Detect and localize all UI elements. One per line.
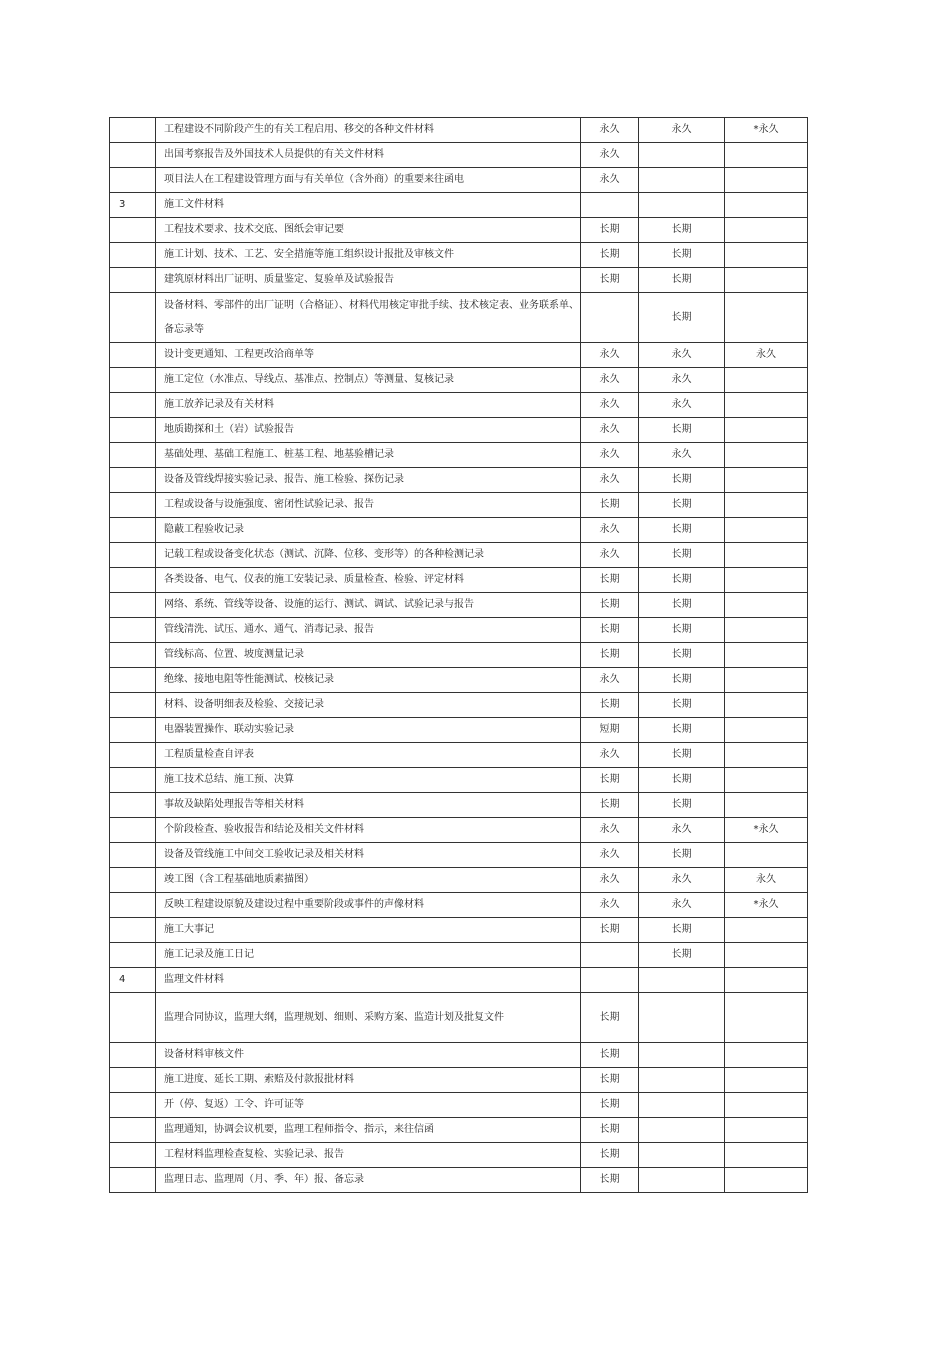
item-description-cell: 施工定位（水准点、导线点、基准点、控制点）等测量、复核记录 (156, 368, 581, 393)
item-description-cell: 监理通知，协调会议机要，监理工程师指令、指示，来往信函 (156, 1118, 581, 1143)
retention-period-a-cell: 永久 (581, 368, 639, 393)
retention-period-b-cell: 长期 (639, 618, 725, 643)
retention-period-b-cell: 长期 (639, 718, 725, 743)
retention-period-b-cell: 长期 (639, 418, 725, 443)
retention-period-c-cell (725, 668, 808, 693)
row-number-cell (110, 918, 156, 943)
retention-period-b-cell: 长期 (639, 743, 725, 768)
item-description-cell: 地质勘探和土（岩）试验报告 (156, 418, 581, 443)
retention-period-b-cell (639, 1043, 725, 1068)
retention-period-c-cell (725, 168, 808, 193)
retention-period-b-cell: 长期 (639, 668, 725, 693)
table-row (110, 668, 808, 693)
item-description-cell: 设备及管线施工中间交工验收记录及相关材料 (156, 843, 581, 868)
item-description-cell: 监理文件材料 (156, 968, 581, 993)
table-row (110, 443, 808, 468)
retention-period-c-cell (725, 368, 808, 393)
item-description-cell: 隐蔽工程验收记录 (156, 518, 581, 543)
table-row (110, 393, 808, 418)
retention-period-b-cell: 长期 (639, 243, 725, 268)
row-number-cell (110, 518, 156, 543)
retention-period-b-cell: 长期 (639, 568, 725, 593)
retention-period-a-cell: 长期 (581, 793, 639, 818)
item-description-cell: 监理合同协议，监理大纲，监理规划、细则、采购方案、监造计划及批复文件 (156, 993, 581, 1043)
item-description-cell: 各类设备、电气、仪表的施工安装记录、质量检查、检验、评定材料 (156, 568, 581, 593)
row-number-cell (110, 868, 156, 893)
retention-period-b-cell: 永久 (639, 818, 725, 843)
item-description-cell: 出国考察报告及外国技术人员提供的有关文件材料 (156, 143, 581, 168)
retention-period-a-cell: 长期 (581, 618, 639, 643)
retention-period-c-cell (725, 618, 808, 643)
row-number-cell (110, 218, 156, 243)
table-row (110, 743, 808, 768)
row-number-cell (110, 643, 156, 668)
item-description-cell: 事故及缺陷处理报告等相关材料 (156, 793, 581, 818)
row-number-cell (110, 418, 156, 443)
retention-period-b-cell (639, 993, 725, 1043)
retention-period-a-cell: 永久 (581, 518, 639, 543)
retention-period-c-cell (725, 943, 808, 968)
retention-period-a-cell: 长期 (581, 1093, 639, 1118)
item-description-cell: 施工大事记 (156, 918, 581, 943)
table-row (110, 768, 808, 793)
retention-period-b-cell (639, 1168, 725, 1193)
records-table-body (110, 118, 808, 1193)
item-description-cell: 工程技术要求、技术交底、图纸会审记要 (156, 218, 581, 243)
row-number-cell (110, 1143, 156, 1168)
item-description-cell: 设备材料审核文件 (156, 1043, 581, 1068)
retention-period-c-cell (725, 268, 808, 293)
item-description-cell: 网络、系统、管线等设备、设施的运行、测试、调试、试验记录与报告 (156, 593, 581, 618)
table-row (110, 618, 808, 643)
item-description-cell: 工程材料监理检查复检、实验记录、报告 (156, 1143, 581, 1168)
retention-period-c-cell (725, 493, 808, 518)
retention-period-c-cell (725, 1043, 808, 1068)
item-description-cell: 开（停、复返）工令、许可证等 (156, 1093, 581, 1118)
table-row (110, 843, 808, 868)
row-number-cell (110, 843, 156, 868)
table-row (110, 368, 808, 393)
retention-period-c-cell (725, 768, 808, 793)
retention-period-b-cell: 长期 (639, 268, 725, 293)
retention-period-b-cell: 长期 (639, 693, 725, 718)
retention-period-b-cell: 永久 (639, 368, 725, 393)
item-description-cell: 施工记录及施工日记 (156, 943, 581, 968)
row-number-cell (110, 568, 156, 593)
retention-period-a-cell: 长期 (581, 918, 639, 943)
retention-period-b-cell (639, 193, 725, 218)
retention-period-a-cell: 长期 (581, 243, 639, 268)
table-row (110, 468, 808, 493)
item-description-cell: 监理日志、监理周（月、季、年）报、备忘录 (156, 1168, 581, 1193)
retention-period-a-cell: 长期 (581, 768, 639, 793)
item-description-cell: 电器装置操作、联动实验记录 (156, 718, 581, 743)
retention-period-a-cell: 长期 (581, 993, 639, 1043)
retention-period-a-cell: 长期 (581, 218, 639, 243)
row-number-cell (110, 368, 156, 393)
item-description-cell: 施工进度、延长工期、索赔及付款报批材料 (156, 1068, 581, 1093)
retention-period-c-cell (725, 793, 808, 818)
retention-period-c-cell (725, 593, 808, 618)
retention-period-a-cell: 永久 (581, 468, 639, 493)
retention-period-a-cell: 长期 (581, 1043, 639, 1068)
retention-period-a-cell: 长期 (581, 1168, 639, 1193)
retention-period-a-cell (581, 193, 639, 218)
table-row (110, 1118, 808, 1143)
retention-period-c-cell (725, 1168, 808, 1193)
table-row (110, 1093, 808, 1118)
retention-period-b-cell: 永久 (639, 343, 725, 368)
table-row (110, 968, 808, 993)
row-number-cell (110, 1093, 156, 1118)
retention-period-b-cell (639, 1118, 725, 1143)
retention-period-b-cell: 永久 (639, 393, 725, 418)
retention-period-c-cell (725, 193, 808, 218)
row-number-cell (110, 668, 156, 693)
retention-period-a-cell: 长期 (581, 1143, 639, 1168)
table-row (110, 1043, 808, 1068)
table-row (110, 718, 808, 743)
item-description-cell: 记载工程或设备变化状态（测试、沉降、位移、变形等）的各种检测记录 (156, 543, 581, 568)
row-number-cell (110, 593, 156, 618)
retention-period-b-cell (639, 168, 725, 193)
retention-period-c-cell (725, 143, 808, 168)
table-row (110, 293, 808, 343)
retention-period-b-cell: 永久 (639, 443, 725, 468)
retention-period-b-cell: 长期 (639, 643, 725, 668)
retention-period-c-cell (725, 643, 808, 668)
retention-period-b-cell (639, 1143, 725, 1168)
row-number-cell (110, 493, 156, 518)
table-row (110, 593, 808, 618)
retention-period-a-cell (581, 968, 639, 993)
retention-period-a-cell: 长期 (581, 693, 639, 718)
retention-period-a-cell: 永久 (581, 143, 639, 168)
table-row (110, 893, 808, 918)
retention-period-b-cell: 长期 (639, 768, 725, 793)
table-row (110, 1168, 808, 1193)
retention-period-b-cell (639, 968, 725, 993)
retention-period-b-cell: 长期 (639, 918, 725, 943)
table-row (110, 793, 808, 818)
retention-period-b-cell: 长期 (639, 793, 725, 818)
table-row (110, 868, 808, 893)
retention-period-c-cell (725, 468, 808, 493)
retention-period-c-cell (725, 443, 808, 468)
item-description-cell: 施工文件材料 (156, 193, 581, 218)
retention-period-b-cell: 长期 (639, 518, 725, 543)
row-number-cell (110, 543, 156, 568)
retention-period-a-cell: 长期 (581, 1068, 639, 1093)
retention-period-a-cell: 永久 (581, 418, 639, 443)
table-row (110, 568, 808, 593)
retention-period-a-cell (581, 943, 639, 968)
table-row (110, 518, 808, 543)
retention-period-a-cell: 长期 (581, 568, 639, 593)
item-description-cell: 施工计划、技术、工艺、安全措施等施工组织设计报批及审核文件 (156, 243, 581, 268)
item-description-cell: 项目法人在工程建设管理方面与有关单位（含外商）的重要来往函电 (156, 168, 581, 193)
retention-period-b-cell: 长期 (639, 218, 725, 243)
retention-period-a-cell: 永久 (581, 818, 639, 843)
retention-period-c-cell (725, 843, 808, 868)
table-row (110, 693, 808, 718)
row-number-cell (110, 1043, 156, 1068)
row-number-cell: 4 (110, 968, 156, 993)
row-number-cell (110, 693, 156, 718)
retention-period-c-cell (725, 918, 808, 943)
retention-period-b-cell: 长期 (639, 593, 725, 618)
item-description-cell: 工程或设备与设施强度、密闭性试验记录、报告 (156, 493, 581, 518)
item-description-cell: 管线清洗、试压、通水、通气、消毒记录、报告 (156, 618, 581, 643)
retention-period-c-cell (725, 243, 808, 268)
table-row (110, 1143, 808, 1168)
retention-period-c-cell: *永久 (725, 118, 808, 143)
item-description-cell: 施工放养记录及有关材料 (156, 393, 581, 418)
table-row (110, 193, 808, 218)
retention-period-a-cell: 永久 (581, 543, 639, 568)
retention-period-b-cell (639, 143, 725, 168)
retention-period-c-cell (725, 418, 808, 443)
retention-period-a-cell: 永久 (581, 343, 639, 368)
retention-period-c-cell (725, 693, 808, 718)
retention-period-c-cell (725, 993, 808, 1043)
table-row (110, 268, 808, 293)
item-description-cell: 反映工程建设原貌及建设过程中重要阶段或事件的声像材料 (156, 893, 581, 918)
row-number-cell (110, 293, 156, 343)
retention-period-c-cell (725, 543, 808, 568)
row-number-cell (110, 1168, 156, 1193)
retention-period-a-cell: 长期 (581, 1118, 639, 1143)
retention-period-c-cell (725, 743, 808, 768)
retention-period-a-cell: 永久 (581, 118, 639, 143)
retention-period-c-cell: 永久 (725, 868, 808, 893)
table-row (110, 643, 808, 668)
retention-period-c-cell (725, 1118, 808, 1143)
item-description-cell: 设备及管线焊接实验记录、报告、施工检验、探伤记录 (156, 468, 581, 493)
table-row (110, 168, 808, 193)
table-row (110, 993, 808, 1043)
retention-period-b-cell: 长期 (639, 543, 725, 568)
retention-period-a-cell: 长期 (581, 643, 639, 668)
records-table (109, 117, 808, 1193)
item-description-cell: 工程质量检查自评表 (156, 743, 581, 768)
row-number-cell (110, 443, 156, 468)
table-row (110, 918, 808, 943)
row-number-cell (110, 893, 156, 918)
retention-period-a-cell: 长期 (581, 493, 639, 518)
retention-period-b-cell: 永久 (639, 118, 725, 143)
row-number-cell (110, 768, 156, 793)
retention-period-a-cell: 永久 (581, 743, 639, 768)
retention-period-a-cell: 永久 (581, 893, 639, 918)
retention-period-c-cell: 永久 (725, 343, 808, 368)
row-number-cell (110, 1068, 156, 1093)
item-description-cell: 管线标高、位置、坡度测量记录 (156, 643, 581, 668)
retention-period-c-cell (725, 1143, 808, 1168)
row-number-cell (110, 993, 156, 1043)
retention-period-c-cell (725, 1093, 808, 1118)
row-number-cell (110, 1118, 156, 1143)
item-description-cell: 工程建设不同阶段产生的有关工程启用、移交的各种文件材料 (156, 118, 581, 143)
row-number-cell (110, 818, 156, 843)
retention-period-a-cell: 永久 (581, 443, 639, 468)
row-number-cell (110, 268, 156, 293)
table-row (110, 343, 808, 368)
item-description-cell: 设计变更通知、工程更改洽商单等 (156, 343, 581, 368)
item-description-cell: 竣工图（含工程基础地质素描图） (156, 868, 581, 893)
retention-period-c-cell: *永久 (725, 818, 808, 843)
row-number-cell (110, 468, 156, 493)
row-number-cell (110, 118, 156, 143)
item-description-cell: 基础处理、基础工程施工、桩基工程、地基验槽记录 (156, 443, 581, 468)
item-description-cell: 建筑原材料出厂证明、质量鉴定、复验单及试验报告 (156, 268, 581, 293)
row-number-cell (110, 393, 156, 418)
row-number-cell (110, 618, 156, 643)
retention-period-a-cell: 永久 (581, 843, 639, 868)
item-description-cell: 个阶段检查、验收报告和结论及相关文件材料 (156, 818, 581, 843)
item-description-cell: 材料、设备明细表及检验、交接记录 (156, 693, 581, 718)
table-row (110, 1068, 808, 1093)
retention-period-a-cell: 永久 (581, 393, 639, 418)
table-row (110, 818, 808, 843)
retention-period-c-cell (725, 218, 808, 243)
table-row (110, 118, 808, 143)
retention-period-a-cell (581, 293, 639, 343)
retention-period-b-cell: 长期 (639, 468, 725, 493)
table-row (110, 493, 808, 518)
row-number-cell: 3 (110, 193, 156, 218)
retention-period-b-cell: 长期 (639, 293, 725, 343)
retention-period-a-cell: 长期 (581, 268, 639, 293)
retention-period-b-cell: 永久 (639, 868, 725, 893)
retention-period-a-cell: 短期 (581, 718, 639, 743)
retention-period-c-cell (725, 293, 808, 343)
item-description-cell: 施工技术总结、施工预、决算 (156, 768, 581, 793)
retention-period-b-cell: 长期 (639, 843, 725, 868)
retention-period-c-cell (725, 718, 808, 743)
row-number-cell (110, 343, 156, 368)
table-row (110, 143, 808, 168)
retention-period-c-cell (725, 393, 808, 418)
row-number-cell (110, 743, 156, 768)
retention-period-b-cell (639, 1093, 725, 1118)
row-number-cell (110, 943, 156, 968)
row-number-cell (110, 168, 156, 193)
retention-period-c-cell (725, 568, 808, 593)
item-description-cell: 绝缘、接地电阻等性能测试、校核记录 (156, 668, 581, 693)
retention-period-b-cell: 长期 (639, 493, 725, 518)
row-number-cell (110, 243, 156, 268)
table-row (110, 943, 808, 968)
table-row (110, 418, 808, 443)
retention-period-c-cell (725, 1068, 808, 1093)
row-number-cell (110, 143, 156, 168)
retention-period-b-cell: 永久 (639, 893, 725, 918)
row-number-cell (110, 793, 156, 818)
retention-period-a-cell: 永久 (581, 668, 639, 693)
table-row (110, 543, 808, 568)
retention-period-a-cell: 长期 (581, 593, 639, 618)
retention-period-a-cell: 永久 (581, 168, 639, 193)
retention-period-a-cell: 永久 (581, 868, 639, 893)
retention-period-c-cell: *永久 (725, 893, 808, 918)
row-number-cell (110, 718, 156, 743)
table-row (110, 218, 808, 243)
retention-period-b-cell: 长期 (639, 943, 725, 968)
table-row (110, 243, 808, 268)
retention-period-c-cell (725, 968, 808, 993)
item-description-cell: 设备材料、零部件的出厂证明（合格证）、材料代用核定审批手续、技术核定表、业务联系单、备忘录等 (156, 293, 581, 343)
retention-period-b-cell (639, 1068, 725, 1093)
retention-period-c-cell (725, 518, 808, 543)
